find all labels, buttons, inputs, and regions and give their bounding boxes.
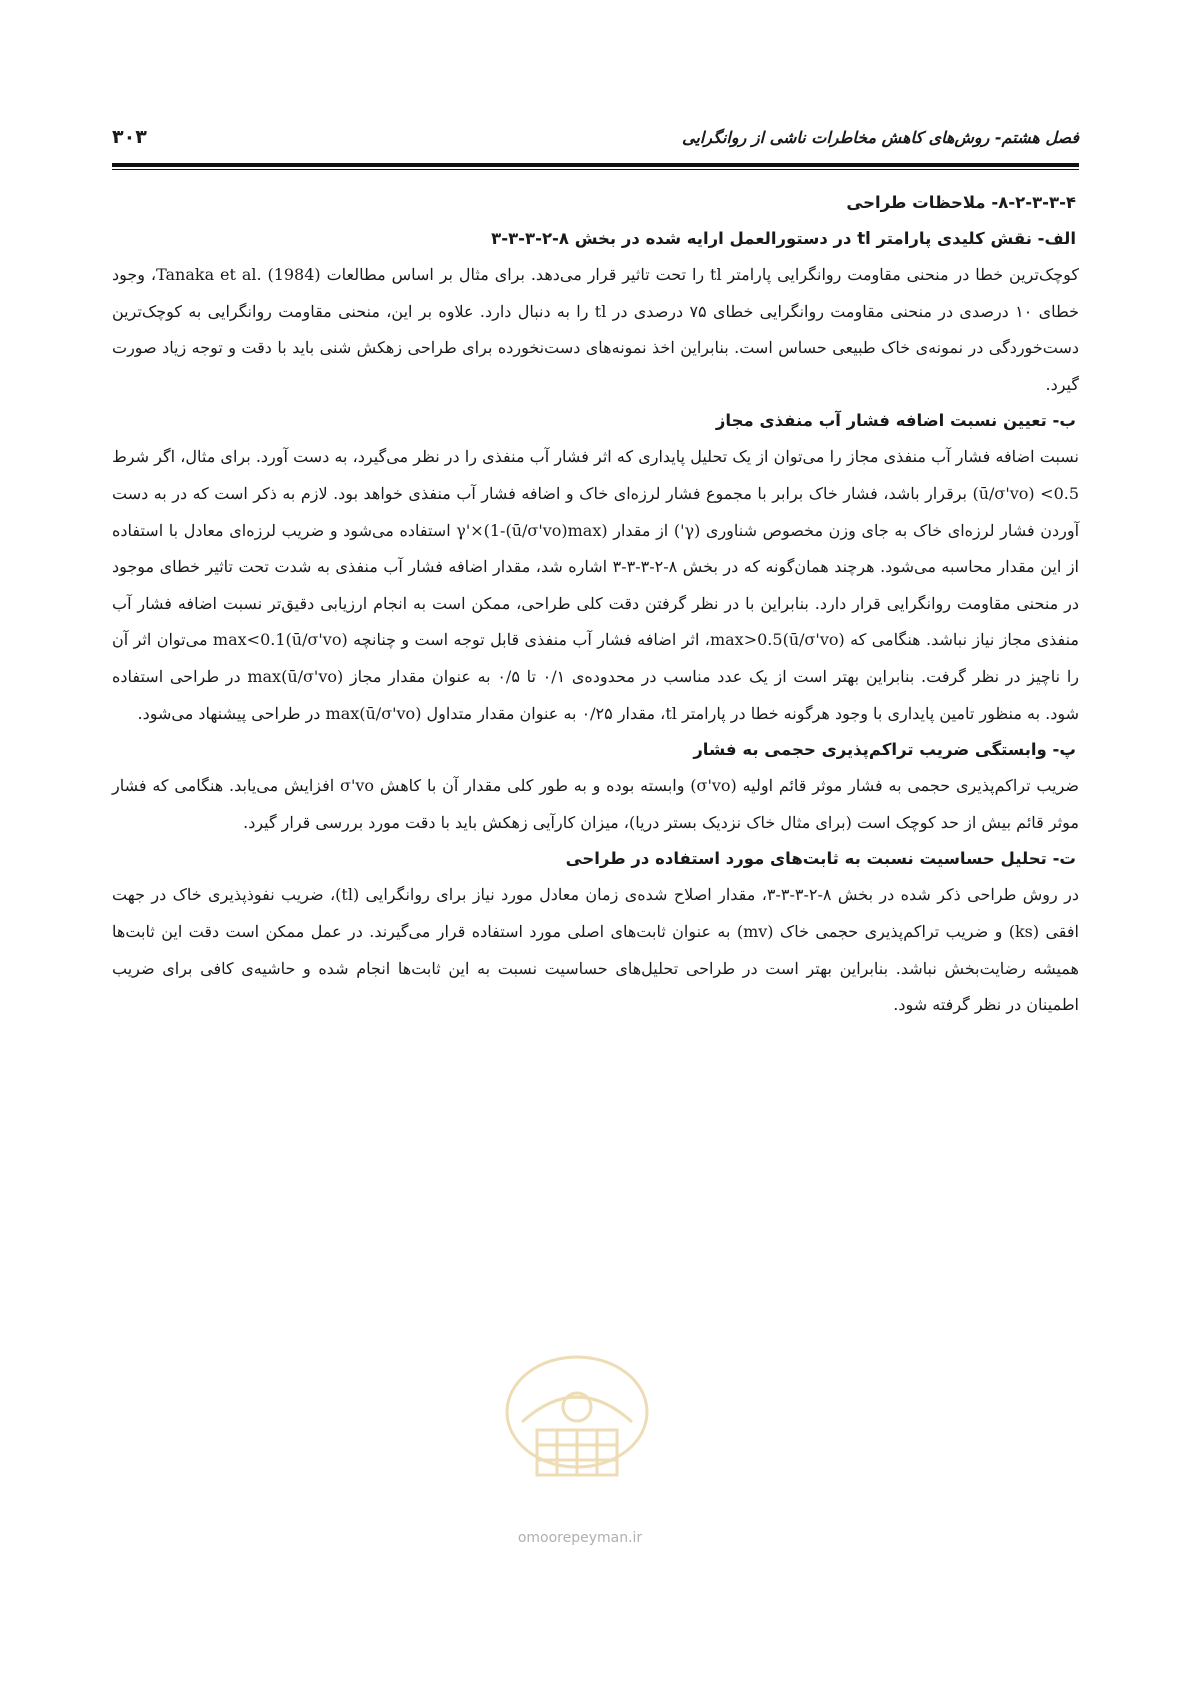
subsection-heading-b: ب- تعیین نسبت اضافه فشار آب منفذی مجاز [715, 411, 1076, 431]
page-body [112, 185, 1079, 1024]
page-number: ۳۰۳ [112, 126, 147, 148]
subsection-heading-a: الف- نقش کلیدی پارامتر tl در دستورالعمل ارایه شده در بخش ۸-۲-۳-۳-۳ [491, 229, 1076, 248]
subsection-heading-d: ت- تحلیل حساسیت نسبت به ثابت‌های مورد استفاده در طراحی [565, 849, 1076, 869]
header-rule [112, 163, 1079, 167]
watermark-site-text: omoorepeyman.ir [517, 1530, 643, 1546]
paragraph-d: در روش طراحی ذکر شده در بخش ۸-۲-۳-۳-۳، مقدار اصلاح شده‌ی زمان معادل مورد نیاز برای روانگرایی (tl)، ضریب نفوذپذیری خاک در جهت افقی (ks) و ضریب تراکم‌پذیری حجمی خاک (mv) به عنوان ثابت‌های اصلی مورد استفاده قرار می‌گیرند. در عمل ممکن است دقت این ثابت‌ها همیشه رضایت‌بخش نباشد. بنابراین بهتر است در طراحی تحلیل‌های حساسیت نسبت به این ثابت‌ها انجام شده و حاشیه‌ی کافی برای ضریب اطمینان در نظر گرفته شود. [112, 885, 1079, 1015]
section-heading-design-considerations: ۸-۲-۳-۳-۴- ملاحظات طراحی [846, 193, 1076, 212]
paragraph-b: نسبت اضافه فشار آب منفذی مجاز را می‌توان از یک تحلیل پایداری که اثر فشار آب منفذی را در نظر می‌گیرد، به دست آورد. برای مثال، اگر شرط 0.5> (ū/σ'vo) برقرار باشد، فشار خاک برابر با مجموع فشار لرزه‌ای خاک و اضافه فشار آب منفذی خواهد بود. لازم به ذکر است که در به دست آوردن فشار لرزه‌ای خاک به جای وزن مخصوص شناوری (γ') از مقدار γ'×(1-(ū/σ'vo)max) استفاده می‌شود و ضریب لرزه‌ای معادل با استفاده از این مقدار محاسبه می‌شود. هرچند همان‌گونه که در بخش ۸-۲-۳-۳-۳ اشاره شد، مقدار اضافه فشار آب منفذی به شدت تحت تاثیر خطای موجود در منحنی مقاومت روانگرایی قرار دارد. بنابراین با در نظر گرفتن دقت کلی طراحی، ممکن است به انجام ارزیابی دقیق‌تر نسبت اضافه فشار آب منفذی مجاز نیاز نباشد. هنگامی که (ū/σ'vo)max>0.5، اثر اضافه فشار آب منفذی قابل توجه است و چنانچه (ū/σ'vo)max<0.1 می‌توان اثر آن را ناچیز در نظر گرفت. بنابراین بهتر است از یک عدد مناسب در محدوده‌ی ۰/۱ تا ۰/۵ به عنوان مقدار مجاز (ū/σ'vo)max در طراحی استفاده شود. به منظور تامین پایداری با وجود هرگونه خطا در پارامتر tl، مقدار ۰/۲۵ به عنوان مقدار متداول (ū/σ'vo)max در طراحی پیشنهاد می‌شود. [112, 447, 1080, 723]
paragraph-a: کوچک‌ترین خطا در منحنی مقاومت روانگرایی پارامتر tl را تحت تاثیر قرار می‌دهد. برای مثال بر اساس مطالعات Tanaka et al. (1984)، وجود خطای ۱۰ درصدی در منحنی مقاومت روانگرایی خطای ۷۵ درصدی در tl را به دنبال دارد. علاوه بر این، منحنی مقاومت روانگرایی به کوچک‌ترین دست‌خوردگی در نمونه‌ی خاک طبیعی حساس است. بنابراین اخذ نمونه‌های دست‌نخورده برای طراحی زهکش شنی باید با دقت و توجه زیاد صورت گیرد. [112, 265, 1080, 394]
subsection-heading-c: پ- وابستگی ضریب تراکم‌پذیری حجمی به فشار [693, 740, 1076, 760]
paragraph-c: ضریب تراکم‌پذیری حجمی به فشار موثر قائم اولیه (σ'vo) وابسته بوده و به طور کلی مقدار آن با کاهش σ'vo افزایش می‌یابد. هنگامی که فشار موثر قائم بیش از حد کوچک است (برای مثال خاک نزدیک بستر دریا)، میزان کارآیی زهکش باید با دقت مورد بررسی قرار گیرد. [112, 776, 1079, 832]
page-header [112, 128, 1079, 162]
chapter-title: فصل هشتم- روش‌های کاهش مخاطرات ناشی از روانگرایی [682, 128, 1079, 147]
header-rule-thin [112, 169, 1079, 170]
omoor-peyman-seal-icon [492, 1352, 662, 1502]
